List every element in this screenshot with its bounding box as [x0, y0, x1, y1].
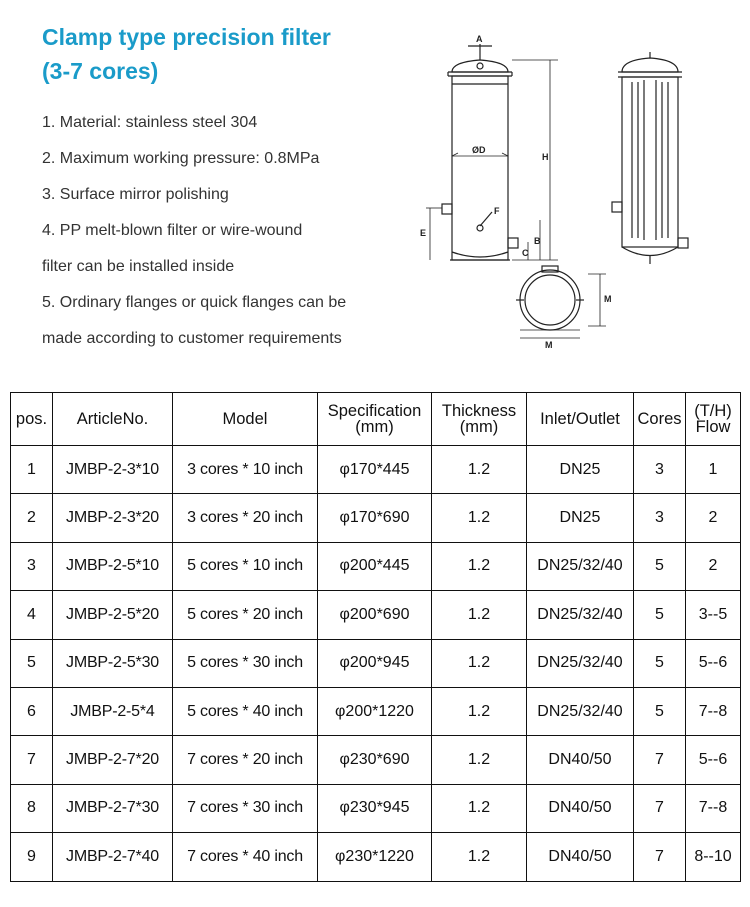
cell-thickness: 1.2 [432, 446, 527, 494]
table-row [11, 639, 741, 687]
cell-spec: φ200*1220 [318, 687, 432, 735]
cell-article: JMBP-2-3*20 [53, 494, 173, 542]
dim-label-a: A [476, 34, 483, 44]
spec-header-line2: (mm) [355, 418, 394, 436]
cell-spec: φ200*445 [318, 542, 432, 590]
cell-inlet: DN40/50 [527, 736, 634, 784]
cell-cores: 5 [634, 542, 686, 590]
cell-pos: 9 [11, 833, 53, 881]
cell-article: JMBP-2-7*40 [53, 833, 173, 881]
cell-cores: 5 [634, 591, 686, 639]
dim-label-m-bottom: M [545, 340, 553, 350]
dim-label-od: ØD [472, 145, 486, 155]
col-header-model: Model [173, 393, 318, 446]
cell-pos: 3 [11, 542, 53, 590]
cell-flow: 8--10 [686, 833, 741, 881]
cell-thickness: 1.2 [432, 736, 527, 784]
cell-article: JMBP-2-5*30 [53, 639, 173, 687]
cell-cores: 5 [634, 687, 686, 735]
cell-article: JMBP-2-5*10 [53, 542, 173, 590]
cell-cores: 3 [634, 494, 686, 542]
cell-flow: 5--6 [686, 736, 741, 784]
dim-label-b: B [534, 236, 541, 246]
front-view [426, 44, 558, 260]
cell-spec: φ200*690 [318, 591, 432, 639]
dim-label-f: F [494, 206, 500, 216]
cell-cores: 7 [634, 736, 686, 784]
feature-item: made according to customer requirements [42, 330, 342, 347]
col-header-article: ArticleNo. [53, 393, 173, 446]
cell-pos: 1 [11, 446, 53, 494]
dim-label-m-side: M [604, 294, 612, 304]
cell-article: JMBP-2-3*10 [53, 446, 173, 494]
table-row [11, 542, 741, 590]
cell-pos: 2 [11, 494, 53, 542]
cell-model: 7 cores * 40 inch [173, 833, 318, 881]
cell-thickness: 1.2 [432, 542, 527, 590]
spec-header-line1: Specification [327, 402, 422, 420]
cell-cores: 5 [634, 639, 686, 687]
cell-flow: 7--8 [686, 784, 741, 832]
cell-thickness: 1.2 [432, 591, 527, 639]
cell-inlet: DN25/32/40 [527, 591, 634, 639]
table-row [11, 736, 741, 784]
cell-model: 5 cores * 40 inch [173, 687, 318, 735]
cell-model: 5 cores * 30 inch [173, 639, 318, 687]
cell-flow: 2 [686, 494, 741, 542]
table-row [11, 833, 741, 881]
cell-pos: 6 [11, 687, 53, 735]
top-view [516, 266, 606, 338]
cell-article: JMBP-2-5*4 [53, 687, 173, 735]
cell-inlet: DN25 [527, 446, 634, 494]
cell-pos: 7 [11, 736, 53, 784]
feature-list [42, 105, 392, 357]
cell-cores: 7 [634, 784, 686, 832]
cell-model: 7 cores * 20 inch [173, 736, 318, 784]
cell-article: JMBP-2-7*20 [53, 736, 173, 784]
cell-flow: 5--6 [686, 639, 741, 687]
table-row [11, 784, 741, 832]
cell-inlet: DN25/32/40 [527, 639, 634, 687]
cell-inlet: DN40/50 [527, 784, 634, 832]
cell-model: 5 cores * 10 inch [173, 542, 318, 590]
filter-technical-drawing [400, 30, 700, 360]
cell-spec: φ230*945 [318, 784, 432, 832]
title-line-1: Clamp type precision filter [42, 24, 331, 50]
cell-model: 3 cores * 10 inch [173, 446, 318, 494]
cell-thickness: 1.2 [432, 494, 527, 542]
table-header-row [11, 393, 741, 446]
cell-inlet: DN25 [527, 494, 634, 542]
cell-model: 5 cores * 20 inch [173, 591, 318, 639]
cell-spec: φ230*1220 [318, 833, 432, 881]
cell-cores: 3 [634, 446, 686, 494]
cell-spec: φ170*445 [318, 446, 432, 494]
col-header-pos: pos. [11, 393, 53, 446]
cell-thickness: 1.2 [432, 833, 527, 881]
table-row [11, 446, 741, 494]
feature-item: 2. Maximum working pressure: 0.8MPa [42, 150, 320, 167]
dim-label-h: H [542, 152, 549, 162]
cell-thickness: 1.2 [432, 784, 527, 832]
cell-article: JMBP-2-7*30 [53, 784, 173, 832]
flow-header-line1: (T/H) [694, 402, 732, 420]
feature-item: 4. PP melt-blown filter or wire-wound [42, 222, 303, 239]
cell-spec: φ170*690 [318, 494, 432, 542]
cell-model: 7 cores * 30 inch [173, 784, 318, 832]
dim-label-c: C [522, 248, 529, 258]
section-view [612, 52, 688, 264]
thickness-header-line2: (mm) [459, 418, 499, 436]
table-row [11, 591, 741, 639]
col-header-spec [318, 393, 432, 446]
feature-item: filter can be installed inside [42, 258, 235, 275]
dim-label-e: E [420, 228, 427, 238]
spec-table [10, 392, 741, 882]
col-header-inlet: Inlet/Outlet [527, 393, 634, 446]
thickness-header-line1: Thickness [441, 402, 517, 420]
feature-item: 5. Ordinary flanges or quick flanges can be [42, 294, 347, 311]
cell-inlet: DN40/50 [527, 833, 634, 881]
page-title [42, 20, 331, 88]
cell-flow: 1 [686, 446, 741, 494]
cell-flow: 3--5 [686, 591, 741, 639]
feature-item: 1. Material: stainless steel 304 [42, 114, 258, 131]
cell-spec: φ230*690 [318, 736, 432, 784]
flow-header-line2: Flow [695, 418, 731, 436]
feature-item: 3. Surface mirror polishing [42, 186, 229, 203]
cell-thickness: 1.2 [432, 687, 527, 735]
cell-flow: 7--8 [686, 687, 741, 735]
cell-article: JMBP-2-5*20 [53, 591, 173, 639]
title-line-2: (3-7 cores) [42, 58, 159, 84]
cell-pos: 8 [11, 784, 53, 832]
cell-inlet: DN25/32/40 [527, 542, 634, 590]
col-header-cores: Cores [634, 393, 686, 446]
cell-flow: 2 [686, 542, 741, 590]
cell-thickness: 1.2 [432, 639, 527, 687]
cell-model: 3 cores * 20 inch [173, 494, 318, 542]
table-row [11, 687, 741, 735]
col-header-thickness [432, 393, 527, 446]
table-row [11, 494, 741, 542]
cell-pos: 4 [11, 591, 53, 639]
cell-spec: φ200*945 [318, 639, 432, 687]
cell-pos: 5 [11, 639, 53, 687]
col-header-flow [686, 393, 741, 446]
cell-cores: 7 [634, 833, 686, 881]
cell-inlet: DN25/32/40 [527, 687, 634, 735]
